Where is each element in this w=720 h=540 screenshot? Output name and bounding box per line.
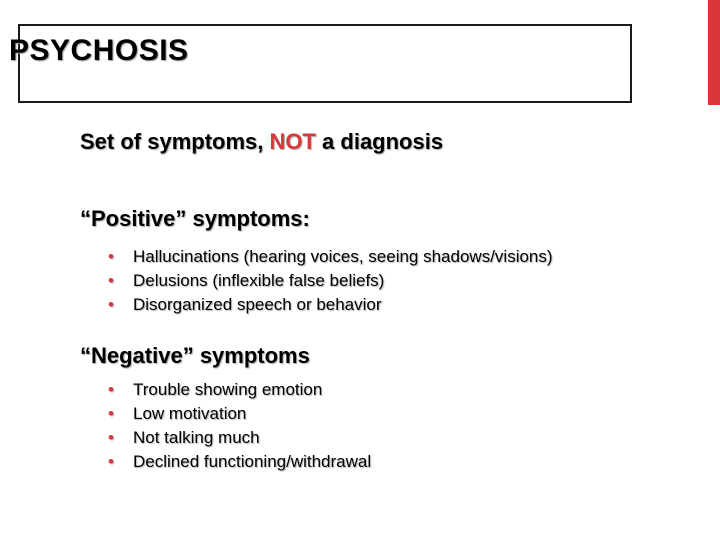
slide-title: PSYCHOSIS <box>9 34 189 67</box>
intro-emphasis: NOT <box>269 129 316 154</box>
list-item-text: Disorganized speech or behavior <box>133 295 382 314</box>
list-item-text: Delusions (inflexible false beliefs) <box>133 271 385 290</box>
list-item-text: Low motivation <box>133 404 247 423</box>
intro-text-after: a diagnosis <box>315 129 444 154</box>
bullet-icon: • <box>108 428 114 447</box>
bullet-icon: • <box>108 404 114 423</box>
list-item-text: Trouble showing emotion <box>133 380 323 399</box>
bullet-icon: • <box>108 271 114 290</box>
bullet-icon: • <box>108 452 114 471</box>
list-item-text: Declined functioning/withdrawal <box>133 452 372 471</box>
intro-text-before: Set of symptoms, <box>80 129 270 154</box>
bullet-icon: • <box>108 380 114 399</box>
accent-bar <box>708 0 720 105</box>
list-item-text: Hallucinations (hearing voices, seeing shadows/visions) <box>133 247 553 266</box>
list-item-text: Not talking much <box>133 428 260 447</box>
bullet-icon: • <box>108 247 114 266</box>
negative-symptoms-heading: “Negative” symptoms <box>80 343 310 368</box>
positive-symptoms-heading: “Positive” symptoms: <box>80 206 310 231</box>
bullet-icon: • <box>108 295 114 314</box>
intro-statement <box>80 131 443 153</box>
